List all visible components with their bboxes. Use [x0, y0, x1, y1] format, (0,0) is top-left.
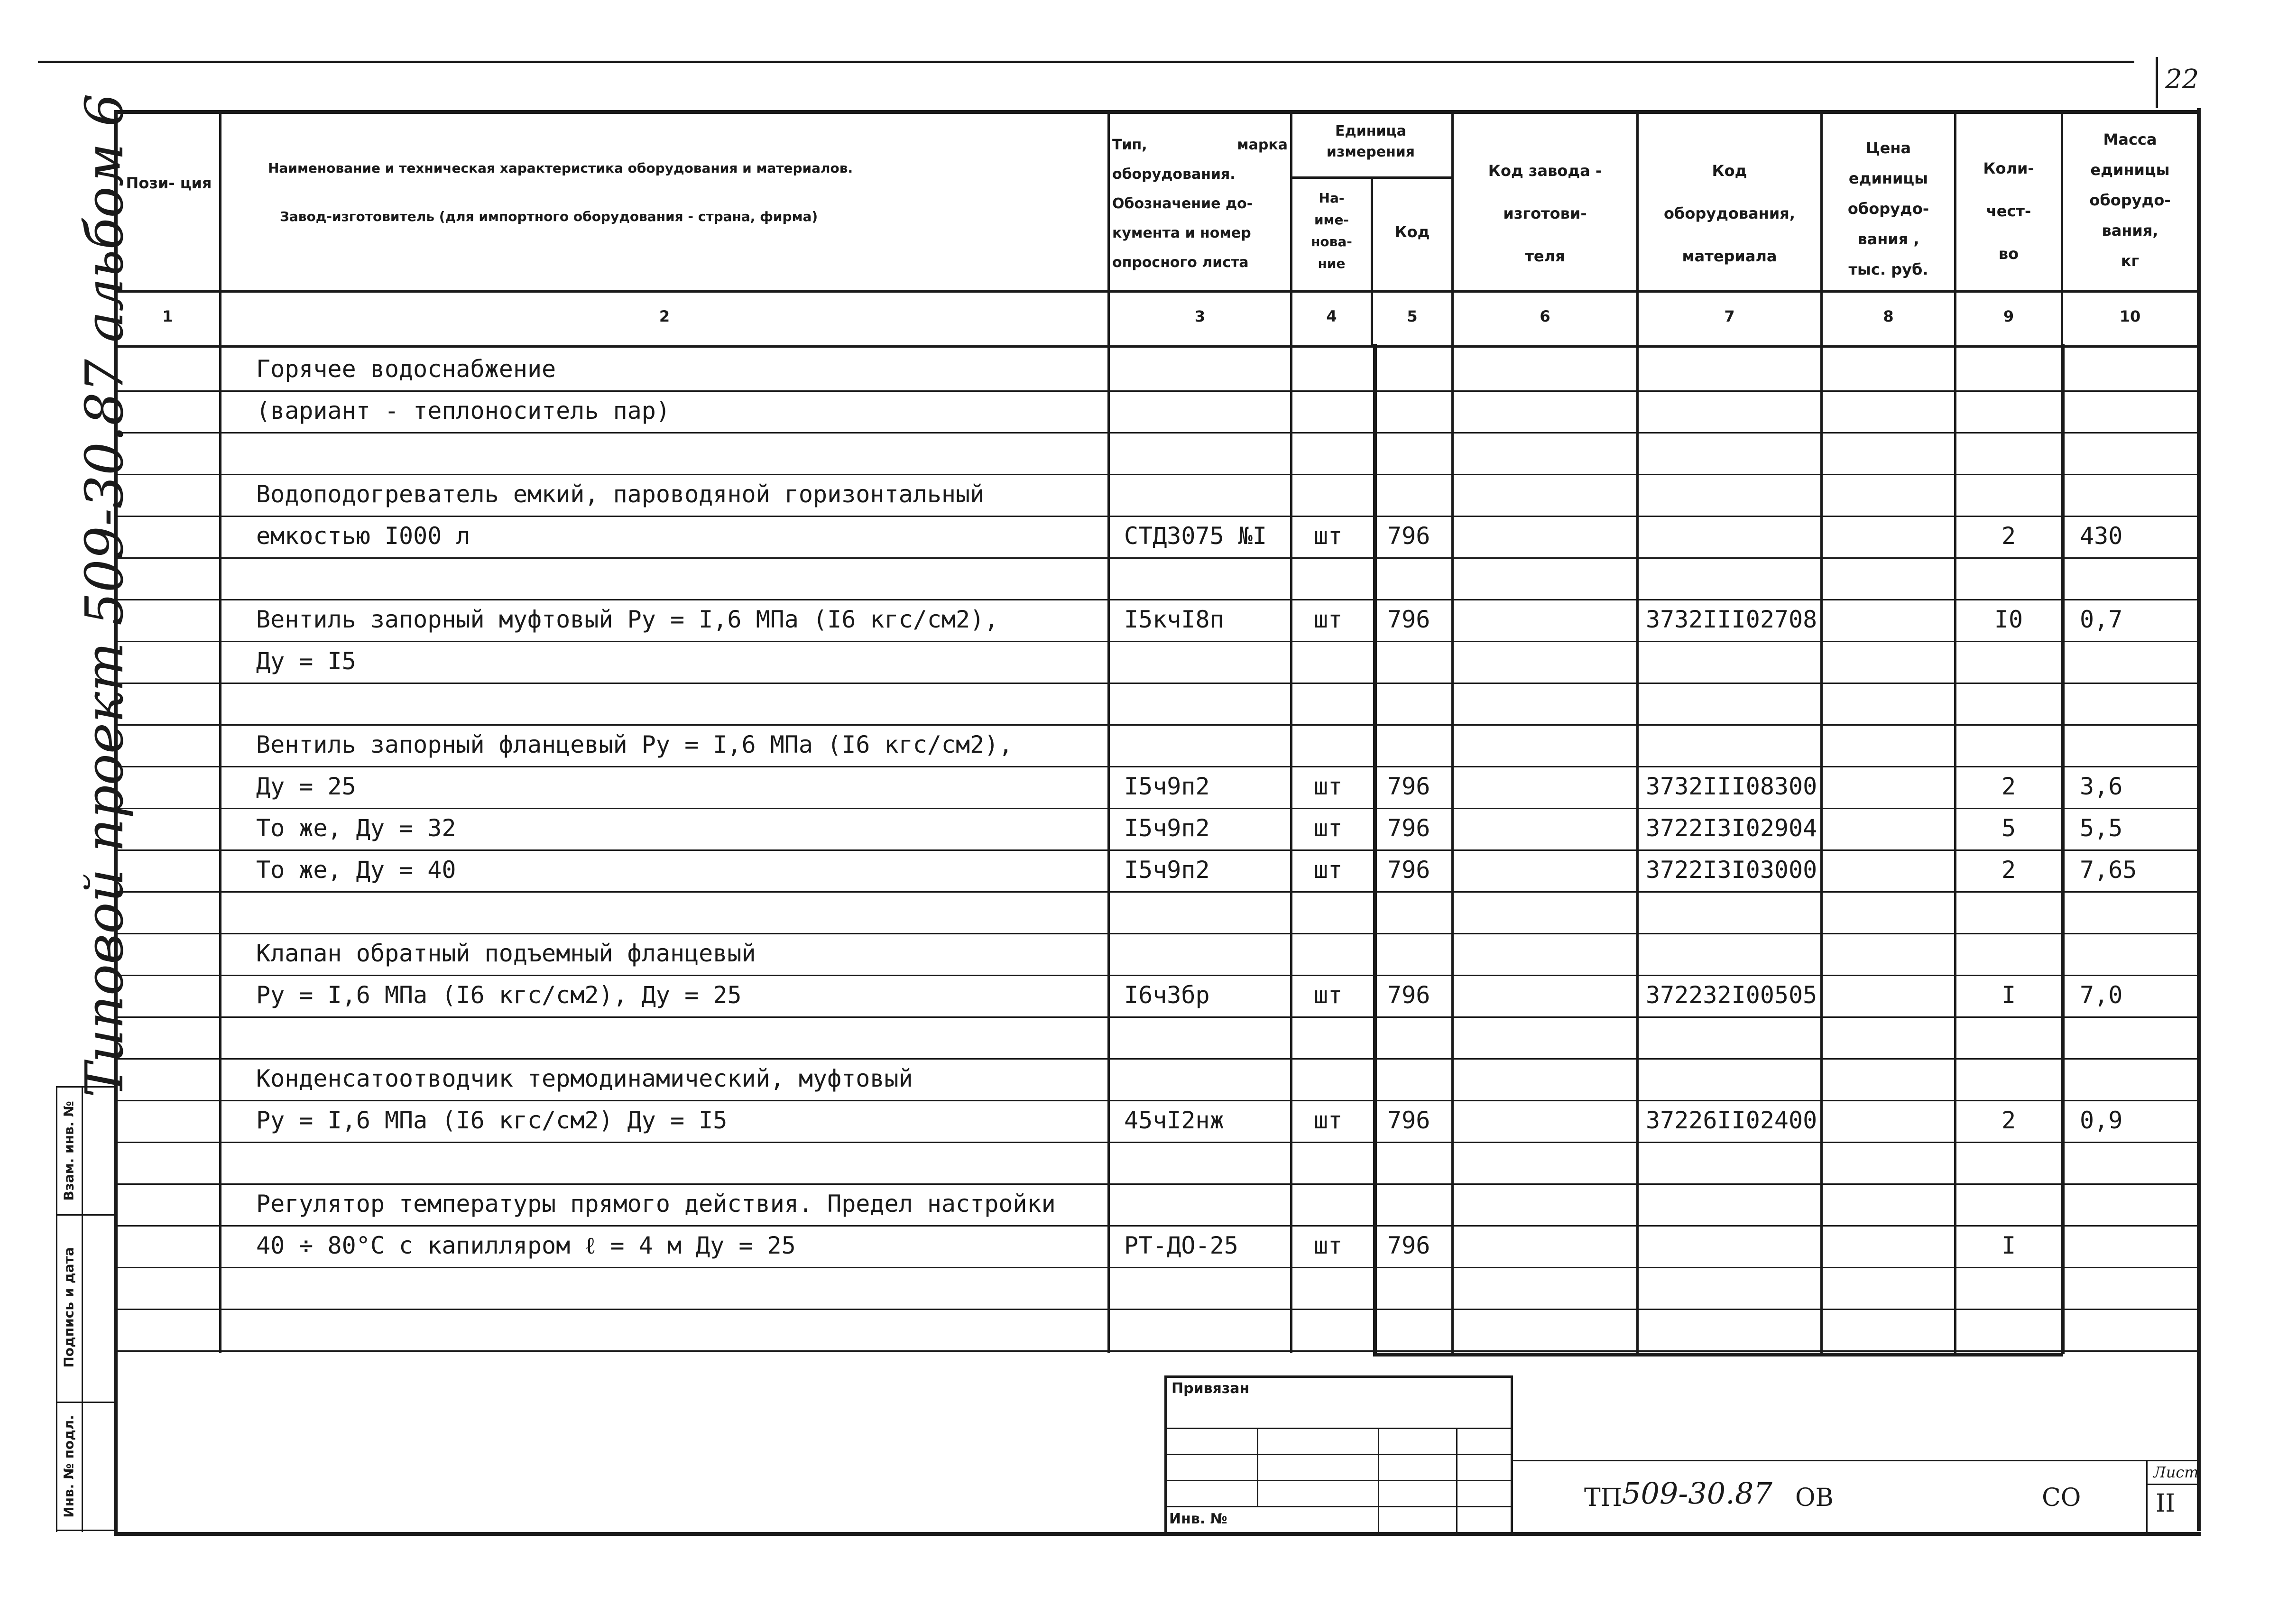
header-c7-l1: Код — [1712, 162, 1747, 180]
tb-priv-c2 — [1378, 1428, 1379, 1532]
row-name: То же, Ду = 32 — [256, 814, 456, 842]
tb-privyazan: Привязан — [1171, 1380, 1250, 1397]
row-mass: 7,65 — [2080, 856, 2137, 884]
side-inv-podl: Инв. № подл. — [61, 1415, 77, 1518]
row-name: Горячее водоснабжение — [256, 355, 556, 383]
row-type: I6ч3бр — [1124, 981, 1210, 1009]
row-name: Регулятор температуры прямого действия. Предел настройки — [256, 1190, 1056, 1218]
side-stamp-left — [56, 1086, 57, 1532]
row-line — [114, 474, 2197, 475]
tb-doc-prefix: ТП — [1584, 1484, 1623, 1512]
colnum-6: 6 — [1540, 307, 1550, 325]
colnum-9: 9 — [2003, 307, 2014, 325]
header-c5: Код — [1394, 223, 1430, 241]
header-c4-l3: нова- — [1311, 234, 1352, 249]
table-top — [114, 110, 2197, 114]
header-c3-l2: оборудования. — [1112, 166, 1236, 183]
row-unit: шт — [1314, 856, 1343, 884]
row-equip: 372232I00505 — [1646, 981, 1817, 1009]
colnum-8: 8 — [1883, 307, 1894, 325]
table-bottom — [114, 1532, 2201, 1536]
row-equip: 3732III08300 — [1646, 773, 1817, 800]
header-c8-l1: Цена — [1865, 139, 1911, 157]
row-mass: 430 — [2080, 522, 2123, 550]
row-code: 796 — [1387, 1232, 1430, 1259]
tb-priv-r1 — [1164, 1428, 1511, 1429]
side-stamp-mid — [82, 1086, 83, 1532]
tb-priv-c1 — [1257, 1428, 1258, 1506]
row-line — [114, 766, 2197, 767]
colnum-bottom — [114, 345, 2197, 348]
row-line — [114, 1183, 2197, 1185]
header-c7-l3: материала — [1682, 247, 1777, 265]
row-line — [114, 1016, 2197, 1018]
row-type: I5ч9п2 — [1124, 814, 1210, 842]
row-line — [114, 390, 2197, 392]
header-c9 — [1956, 147, 2061, 275]
row-qty: I — [2001, 981, 2016, 1009]
tb-format: СО — [2042, 1484, 2081, 1512]
row-name: Вентиль запорный муфтовый Ру = I,6 МПа (I6 кгс/см2), — [256, 606, 999, 633]
header-c6-l2: изготови- — [1503, 204, 1587, 222]
row-code: 796 — [1387, 981, 1430, 1009]
row-type: СТД3075 №I — [1124, 522, 1267, 550]
header-c10-l1: Масса — [2103, 130, 2157, 148]
colnum-10: 10 — [2119, 307, 2141, 325]
row-unit: шт — [1314, 814, 1343, 842]
header-c10-l3: оборудо- — [2089, 191, 2171, 209]
row-code: 796 — [1387, 856, 1430, 884]
row-line — [114, 1058, 2197, 1060]
header-c4-l4: ние — [1318, 256, 1346, 271]
header-c8-l5: тыс. руб. — [1848, 260, 1928, 278]
header-unit: Единица измерения — [1326, 123, 1415, 160]
row-qty: 2 — [2001, 522, 2016, 550]
header-c4-l2: име- — [1314, 212, 1349, 228]
row-line — [114, 516, 2197, 517]
tb-doc-suffix: ОВ — [1795, 1484, 1834, 1512]
row-name: Ру = I,6 МПа (I6 кгс/см2) Ду = I5 — [256, 1107, 728, 1134]
row-qty: 2 — [2001, 773, 2016, 800]
colnum-5: 5 — [1407, 307, 1418, 325]
row-code: 796 — [1387, 522, 1430, 550]
row-mass: 0,9 — [2080, 1107, 2123, 1134]
col-div-6 — [1636, 110, 1639, 1353]
row-code: 796 — [1387, 606, 1430, 633]
colnum-1: 1 — [162, 307, 173, 325]
header-c8-l4: вания , — [1857, 230, 1919, 248]
header-bottom — [114, 290, 2197, 293]
top-rule — [38, 61, 2134, 63]
row-unit: шт — [1314, 981, 1343, 1009]
row-name: Вентиль запорный фланцевый Ру = I,6 МПа (I6 кгс/см2), — [256, 731, 1013, 758]
row-qty: I — [2001, 1232, 2016, 1259]
row-type: I5ч9п2 — [1124, 773, 1210, 800]
col-div-8 — [1954, 110, 1956, 1353]
row-unit: шт — [1314, 522, 1343, 550]
row-qty: 2 — [2001, 856, 2016, 884]
header-c9-l1: Коли- — [1983, 159, 2034, 177]
header-c4-l1: На- — [1319, 190, 1345, 206]
row-line — [114, 1225, 2197, 1227]
col-div-4-body — [1373, 344, 1377, 1354]
row-unit: шт — [1314, 1232, 1343, 1259]
row-name: Ду = I5 — [256, 647, 356, 675]
row-type: I5ч9п2 — [1124, 856, 1210, 884]
header-c1-text: Пози- ция — [126, 174, 212, 192]
row-line — [114, 849, 2197, 851]
row-name: Клапан обратный подъемный фланцевый — [256, 940, 756, 967]
row-name: Ру = I,6 МПа (I6 кгс/см2), Ду = 25 — [256, 981, 742, 1009]
tb-priv-r3 — [1164, 1480, 1511, 1481]
row-mass: 7,0 — [2080, 981, 2123, 1009]
colnum-7: 7 — [1724, 307, 1735, 325]
row-unit: шт — [1314, 1107, 1343, 1134]
tb-sheet-sep — [2146, 1484, 2198, 1485]
header-c7 — [1639, 149, 1820, 277]
row-mass: 3,6 — [2080, 773, 2123, 800]
row-equip: 37226II02400 — [1646, 1107, 1817, 1134]
row-line — [114, 599, 2197, 600]
row-line — [114, 557, 2197, 559]
row-line — [114, 1142, 2197, 1143]
header-c6 — [1454, 149, 1636, 277]
row-name: Ду = 25 — [256, 773, 356, 800]
row-name: (вариант - теплоноситель пар) — [256, 397, 670, 424]
tb-priv-right — [1511, 1375, 1513, 1532]
col-div-1 — [219, 110, 221, 1353]
tb-main-top — [1511, 1460, 2198, 1461]
header-c6-l1: Код завода - — [1488, 162, 1602, 180]
row-mass: 0,7 — [2080, 606, 2123, 633]
colnum-2: 2 — [659, 307, 670, 325]
header-c10 — [2063, 124, 2197, 276]
unit-subheader-line — [1290, 176, 1451, 179]
row-line — [114, 1350, 2197, 1352]
row-line — [114, 724, 2197, 726]
row-type: 45чI2нж — [1124, 1107, 1224, 1134]
row-line — [114, 933, 2197, 934]
row-line — [114, 891, 2197, 893]
header-c7-l2: оборудования, — [1664, 204, 1795, 222]
page-number: 22 — [2165, 64, 2199, 95]
row-type: РТ-ДО-25 — [1124, 1232, 1238, 1259]
row-unit: шт — [1314, 773, 1343, 800]
header-c6-l3: теля — [1525, 247, 1565, 265]
page-number-box-left — [2156, 57, 2158, 108]
row-line — [114, 808, 2197, 809]
tb-doc-number: 509-30.87 — [1622, 1476, 1772, 1511]
header-c10-l2: единицы — [2090, 161, 2170, 179]
row-unit: шт — [1314, 606, 1343, 633]
tb-priv-c3 — [1456, 1428, 1457, 1532]
header-c8-l2: единицы — [1848, 169, 1928, 187]
row-qty: 5 — [2001, 814, 2016, 842]
row-code: 796 — [1387, 814, 1430, 842]
header-c4 — [1292, 187, 1371, 275]
row-name: емкостью I000 л — [256, 522, 470, 550]
side-vzam: Взам. инв. № — [61, 1101, 77, 1201]
tb-sheet-label: Лист — [2153, 1463, 2199, 1481]
tb-sheet-left — [2146, 1460, 2148, 1532]
row-line — [114, 683, 2197, 684]
tb-sheet: II — [2156, 1489, 2176, 1518]
row-code: 796 — [1387, 1107, 1430, 1134]
header-c3-l3: Обозначение до- — [1112, 195, 1253, 212]
header-c9-l3: во — [1998, 245, 2019, 263]
colnum-4: 4 — [1326, 307, 1337, 325]
row-line — [114, 1309, 2197, 1310]
row-line — [114, 975, 2197, 976]
header-c3-l1: Тип, марка — [1112, 137, 1288, 153]
side-stamp-sep-1 — [56, 1214, 114, 1216]
colnum-3: 3 — [1194, 307, 1206, 325]
header-c8 — [1823, 133, 1954, 285]
header-c8-l3: оборудо- — [1847, 200, 1929, 218]
header-c9-l2: чест- — [1986, 202, 2031, 220]
header-naimenovanie-2: Завод-изготовитель (для импортного оборудования - страна, фирма) — [280, 209, 818, 224]
row-name: Водоподогреватель емкий, пароводяной горизонтальный — [256, 480, 985, 508]
row-equip: 3722I3I03000 — [1646, 856, 1817, 884]
col-div-7 — [1820, 110, 1823, 1353]
header-c3-l5: опросного листа — [1112, 254, 1249, 271]
row-name: То же, Ду = 40 — [256, 856, 456, 884]
row-qty: 2 — [2001, 1107, 2016, 1134]
header-naimenovanie-1: Наименование и техническая характеристика оборудования и материалов. — [268, 160, 853, 176]
col-div-2 — [1107, 110, 1110, 1353]
side-podpis: Подпись и дата — [61, 1247, 77, 1368]
tb-inv-no: Инв. № — [1169, 1511, 1227, 1527]
side-stamp-bottom — [56, 1530, 114, 1531]
row-line — [114, 432, 2197, 434]
col-div-5 — [1451, 110, 1454, 1353]
row-type: I5кчI8п — [1124, 606, 1224, 633]
row-name: Конденсатоотводчик термодинамический, муфтовый — [256, 1065, 913, 1092]
row-line — [114, 641, 2197, 642]
row-qty: I0 — [1994, 606, 2023, 633]
side-stamp-top — [56, 1086, 114, 1088]
header-c10-l4: вания, — [2102, 221, 2158, 240]
tb-priv-r4 — [1164, 1506, 1511, 1507]
row-line — [114, 1267, 2197, 1268]
side-stamp-sep-2 — [56, 1402, 114, 1403]
body-bottom — [1373, 1353, 2063, 1356]
tb-priv-top — [1164, 1375, 1511, 1378]
table-right — [2197, 108, 2201, 1531]
row-equip: 3722I3I02904 — [1646, 814, 1817, 842]
header-pozitsiya — [119, 168, 219, 198]
row-line — [114, 1100, 2197, 1101]
row-mass: 5,5 — [2080, 814, 2123, 842]
col-div-9-body — [2061, 344, 2065, 1354]
header-c3 — [1112, 130, 1288, 277]
album-vertical-label: Типовой проект 509-30.87 альбом 6 — [74, 93, 135, 1098]
row-code: 796 — [1387, 773, 1430, 800]
row-equip: 3732III02708 — [1646, 606, 1817, 633]
header-c3-l4: кумента и номер — [1112, 225, 1251, 241]
col-div-3 — [1290, 110, 1292, 1353]
tb-priv-r2 — [1164, 1454, 1511, 1455]
header-c10-l5: кг — [2121, 252, 2140, 270]
row-name: 40 ÷ 80°С с капилляром ℓ = 4 м Ду = 25 — [256, 1232, 796, 1259]
